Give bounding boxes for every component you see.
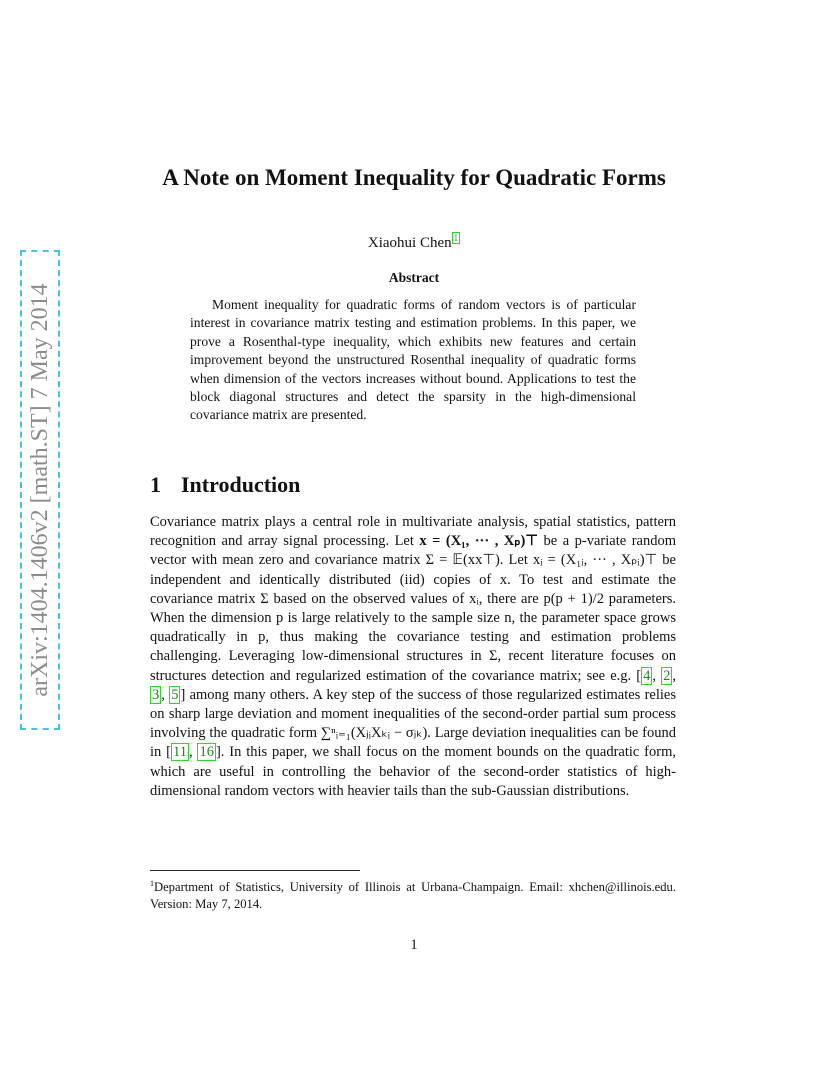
footnote-divider bbox=[150, 870, 360, 871]
citation-link[interactable]: 3 bbox=[152, 686, 160, 703]
intro-text-3: among many others. A key step of the success of those regularized estimates relies on sharp large deviation and moment inequalities of the second-order partial sum process involving the quadratic form ∑ⁿᵢ₌₁(XⱼᵢXₖᵢ − σⱼₖ). Large deviation inequalities can be found in bbox=[150, 686, 677, 761]
arxiv-identifier[interactable]: arXiv:1404.1406v2 [math.ST] 7 May 2014 bbox=[27, 283, 53, 697]
citation-link[interactable]: 2 bbox=[663, 667, 671, 684]
author-footnote-link[interactable]: 1 bbox=[453, 233, 459, 243]
paper-title: A Note on Moment Inequality for Quadratic Forms bbox=[162, 165, 666, 190]
intro-text-2: be a p-variate random vector with mean zero and covariance matrix Σ = 𝔼(xx⊤). Let xᵢ = (X₁ᵢ, ··· , Xₚᵢ)⊤ be independent and identically distributed (iid) copies of x. To test and estimate the covariance matrix Σ based on the observed values of xᵢ, there are p(p + 1)/2 parameters. When the dimension p is large relatively to the sample size n, the parameter space grows quadratically in p, thus making the covariance testing and estimation problems challenging. Leveraging low-dimensional structures in Σ, recent literature focuses on structures detection and regularized estimation of the covariance matrix; see e.g. bbox=[150, 533, 676, 684]
intro-text-1: Covariance matrix plays a central role in multivariate analysis, spatial statistics, pattern recognition and array signal processing. Let bbox=[150, 514, 676, 550]
author-name: Xiaohui Chen bbox=[367, 235, 452, 251]
citation-link[interactable]: 16 bbox=[199, 744, 214, 761]
section-title: Introduction bbox=[181, 472, 301, 497]
citation-link[interactable]: 4 bbox=[643, 667, 651, 684]
abstract-text: Moment inequality for quadratic forms of random vectors is of particular interest in covariance matrix testing and estimation problems. In this paper, we prove a Rosenthal-type inequality, which exhibits new features and certain improvement beyond the unstructured Rosenthal inequality of quadratic forms when dimension of the vectors increases without bound. Applications to test the block diagonal structures and detect the sparsity in the high-dimensional covariance matrix are presented. bbox=[190, 297, 636, 423]
citation-link[interactable]: 5 bbox=[171, 686, 179, 703]
abstract-heading: Abstract bbox=[388, 270, 440, 285]
footnote-number: 1 bbox=[150, 879, 154, 888]
footnote-text: Department of Statistics, University of Illinois at Urbana-Champaign. Email: xhchen@illinois.edu. Version: May 7, 2014. bbox=[150, 880, 676, 912]
section-number: 1 bbox=[150, 472, 161, 497]
footnote bbox=[150, 875, 676, 913]
section-heading bbox=[150, 472, 300, 498]
page-number: 1 bbox=[410, 937, 418, 953]
intro-text-4: . In this paper, we shall focus on the moment bounds on the quadratic form, which are useful in controlling the behavior of the second-order statistics of high-dimensional random vectors with heavier tails than the sub-Gaussian distributions. bbox=[150, 744, 676, 799]
intro-paragraph: Covariance matrix plays a central role in multivariate analysis, spatial statistics, pattern recognition and array signal processing. Let x = (X₁, ··· , Xₚ)⊤ be a p-variate random vector with mean zero and covariance matrix Σ = 𝔼(xx⊤). Let xᵢ = (X₁ᵢ, ··· , Xₚᵢ)⊤ be independent and identically distributed (iid) copies of x. To test and estimate the covariance matrix Σ based on the observed values of xᵢ, there are p(p + 1)/2 parameters. When the dimension p is large relatively to the sample size n, the parameter space grows quadratically in p, thus making the covariance testing and estimation problems challenging. Leveraging low-dimensional structures in Σ, recent literature focuses on structures detection and regularized estimation of the covariance matrix; see e.g. [ 4 , 2 , 3 , 5 ] among many others. A key step of the success of those regularized estimates relies on sharp large deviation and moment inequalities of the second-order partial sum process involving the quadratic form ∑ⁿᵢ₌₁(XⱼᵢXₖᵢ − σⱼₖ). Large deviation inequalities can be found in [ 11 , 16 ]. In this paper, we shall focus on the moment bounds on the quadratic form, which are useful in controlling the behavior of the second-order statistics of high-dimensional random vectors with heavier tails than the sub-Gaussian distributions. bbox=[150, 514, 677, 799]
citation-link[interactable]: 11 bbox=[172, 744, 187, 761]
vector-definition: x = (X₁, ··· , Xₚ)⊤ bbox=[419, 533, 539, 550]
author-line bbox=[150, 233, 678, 252]
